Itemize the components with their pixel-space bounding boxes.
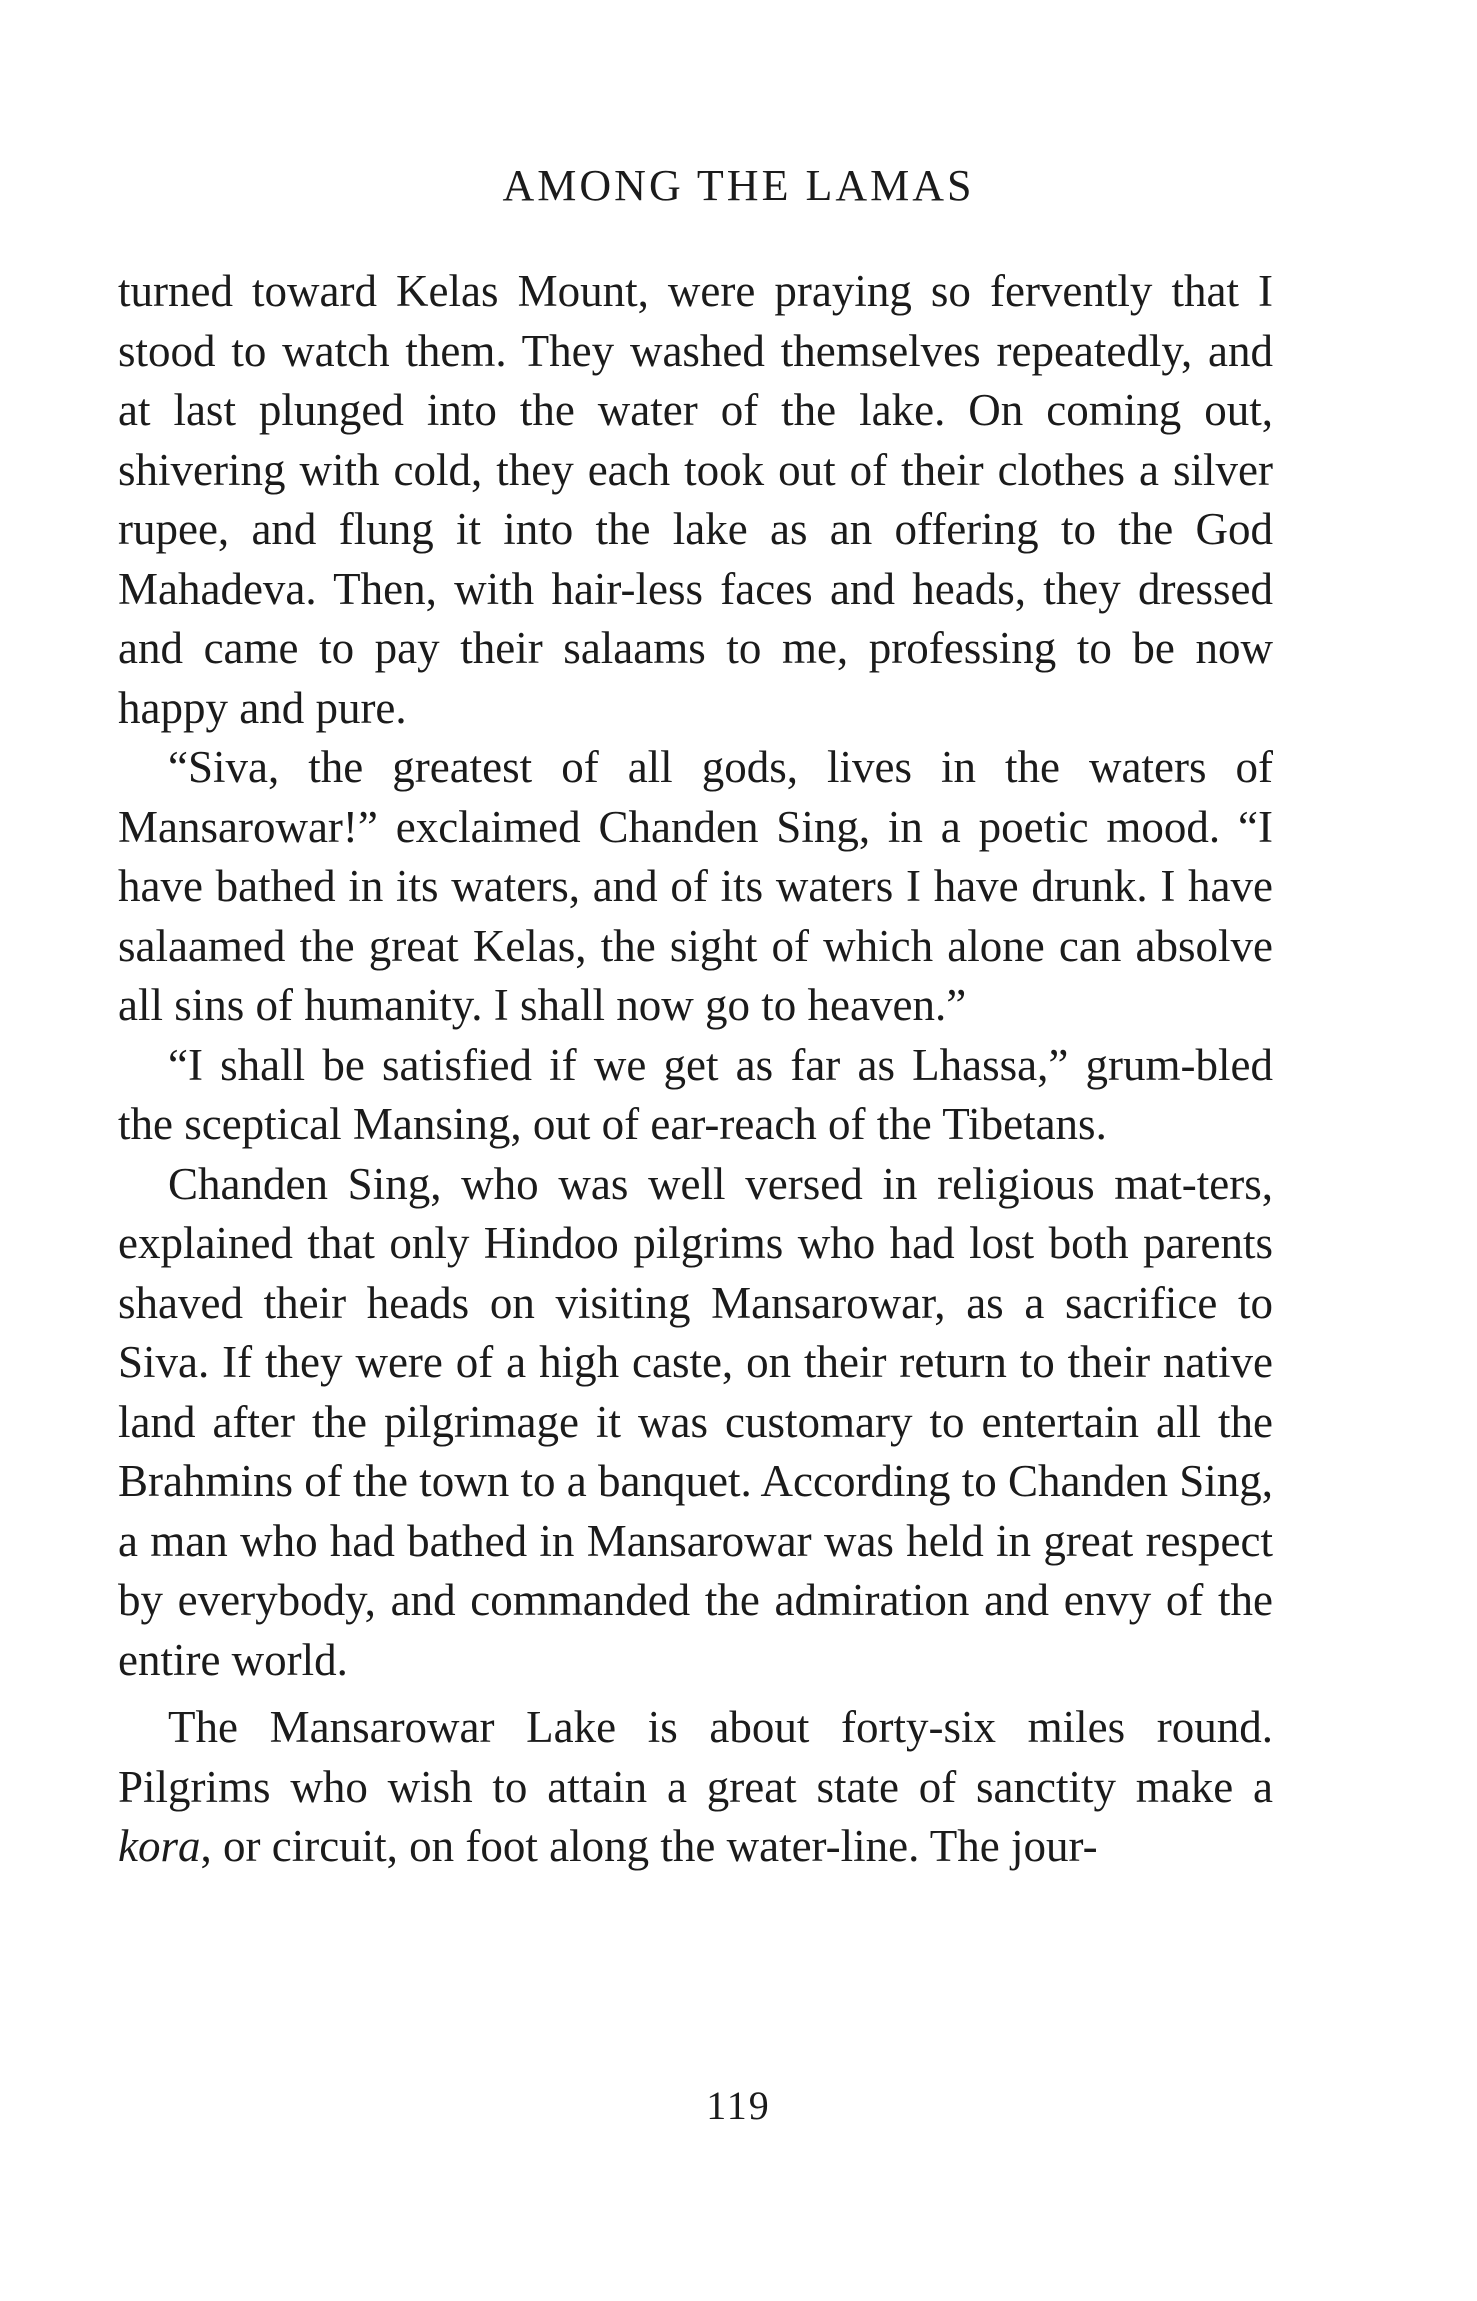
paragraph-continued: turned toward Kelas Mount, were praying so fervently that I stood to watch them. They washed themselves repeatedly, and at last plunged into the water of the lake. On coming out, shivering with cold, they each took out of their clothes a silver rupee, and flung it into the lake as an offering to the God Mahadeva. Then, with hair-less faces and heads, they dressed and came to pay their salaams to me, professing to be now happy and pure.: [118, 266, 1273, 733]
page-number: 119: [706, 2083, 771, 2128]
paragraph: “I shall be satisfied if we get as far as Lhassa,” grum-bled the sceptical Mansing, out of ear-reach of the Tibetans.: [118, 1039, 1273, 1149]
paragraph: Chanden Sing, who was well versed in religious mat-ters, explained that only Hindoo pilgrims who had lost both parents shaved their heads on visiting Mansarowar, as a sacrifice to Siva. If they were of a high caste, on their return to their native land after the pilgrimage it was customary to entertain all the Brahmins of the town to a banquet. According to Chanden Sing, a man who had bathed in Mansarowar was held in great respect by everybody, and commanded the admiration and envy of the entire world.: [118, 1158, 1273, 1685]
running-head: AMONG THE LAMAS: [502, 161, 975, 210]
paragraph-last: [118, 1698, 1273, 1877]
paragraph: “Siva, the greatest of all gods, lives in the waters of Mansarowar!” exclaimed Chanden Sing, in a poetic mood. “I have bathed in its waters, and of its waters I have drunk. I have salaamed the great Kelas, the sight of which alone can absolve all sins of humanity. I shall now go to heaven.”: [118, 742, 1273, 1030]
italic-term: kora: [118, 1821, 201, 1871]
text-run: , or circuit, on foot along the water-line. The jour-: [200, 1821, 1098, 1871]
text-run: The Mansarowar Lake is about forty-six miles round. Pilgrims who wish to attain a great state of sanctity make a: [118, 1702, 1273, 1812]
body-text: [118, 262, 1273, 1877]
